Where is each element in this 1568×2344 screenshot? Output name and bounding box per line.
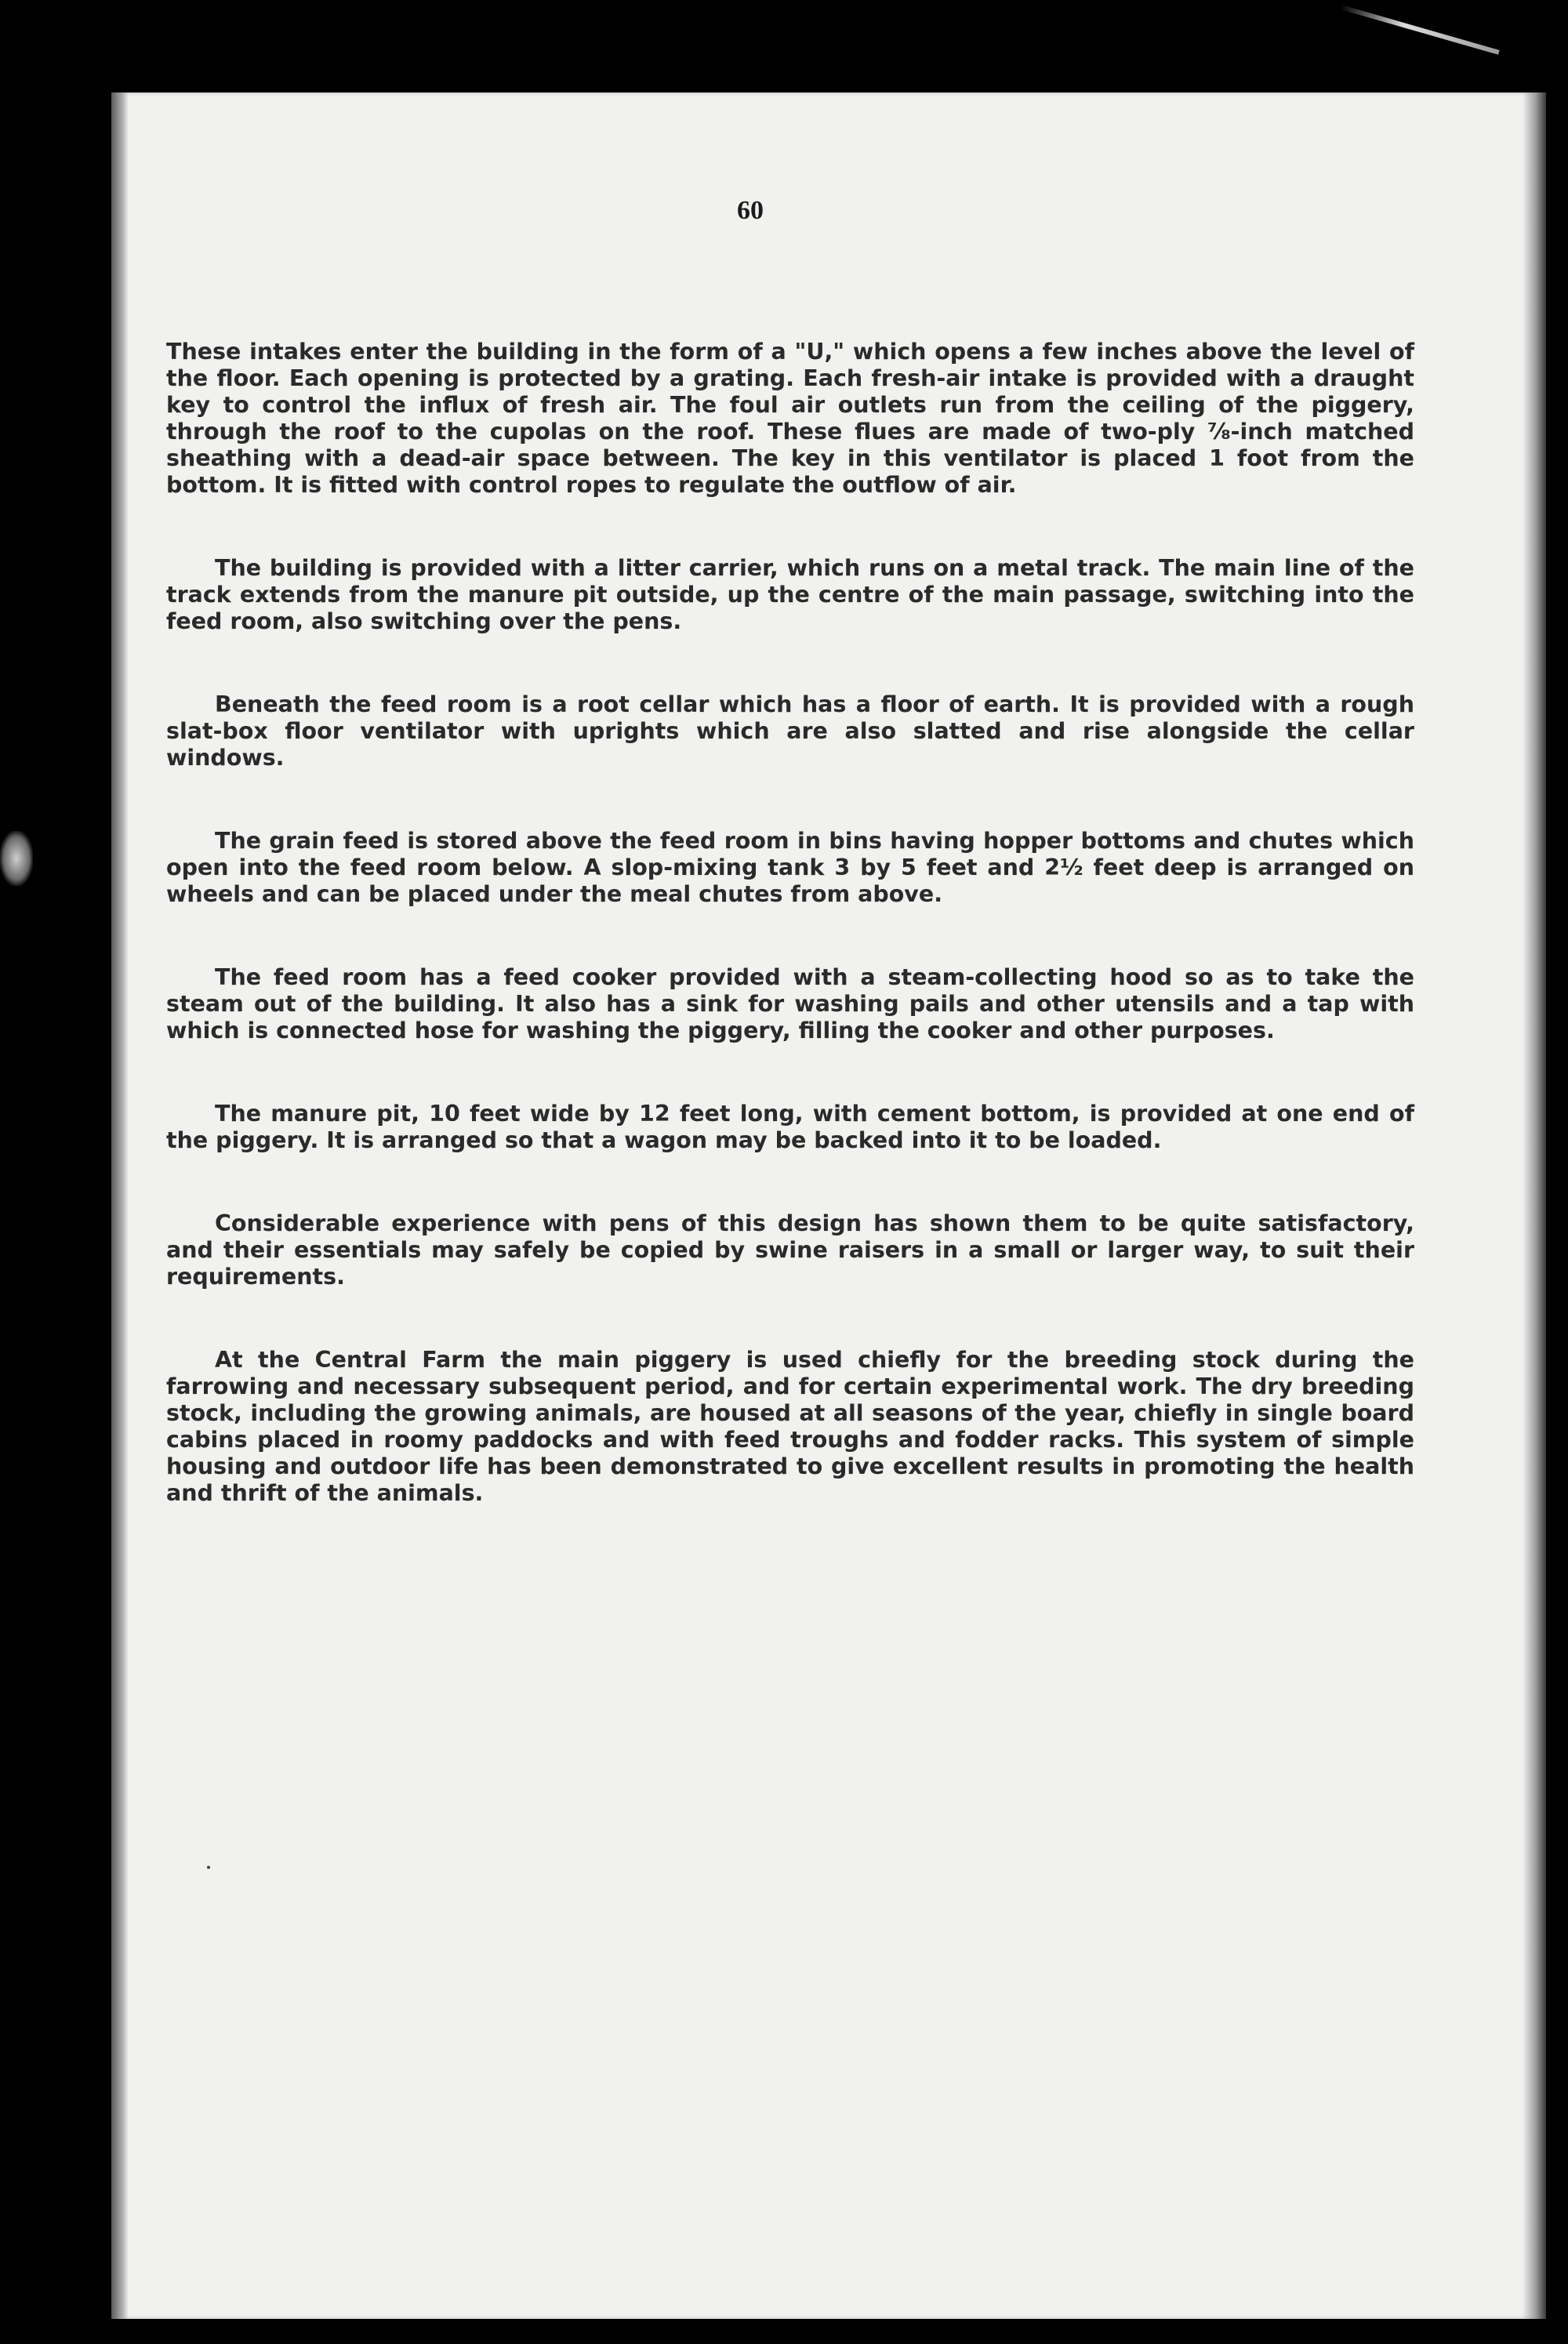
page-shadow-right [1523,93,1546,2319]
page-shadow-left [111,93,129,2319]
page-number: 60 [737,196,764,225]
scan-streak [1340,5,1500,55]
body-text [166,339,1414,1563]
paragraph-root-cellar: Beneath the feed room is a root cellar which has a floor of earth. It is provided with a rough slat-box floor ventilator with uprights which are also slatted and rise alongside the cellar windows. [166,691,1414,771]
paragraph-central-farm: At the Central Farm the main piggery is used chiefly for the breeding stock during the farrowing and necessary subsequent period, and for certain experimental work. The dry breeding stock, including the growing animals, are housed at all seasons of the year, chiefly in single board cabins placed in roomy paddocks and with feed troughs and fodder racks. This system of simple housing and outdoor life has been demonstrated to give excellent results in promoting the health and thrift of the animals. [166,1347,1414,1506]
paragraph-design-experience: Considerable experience with pens of this design has shown them to be quite satisfactory, and their essentials may safely be copied by swine raisers in a small or larger way, to suit their requirements. [166,1210,1414,1290]
paragraph-manure-pit: The manure pit, 10 feet wide by 12 feet long, with cement bottom, is provided at one end of the piggery. It is arranged so that a wagon may be backed into it to be loaded. [166,1101,1414,1153]
paragraph-ventilation-intakes: These intakes enter the building in the form of a "U," which opens a few inches above the level of the floor. Each opening is protected by a grating. Each fresh-air intake is provided with a draught key to control the influx of fresh air. The foul air outlets run from the ceiling of the piggery, through the roof to the cupolas on the roof. These flues are made of two-ply ⅞-inch matched sheathing with a dead-air space between. The key in this ventilator is placed 1 foot from the bottom. It is fitted with control ropes to regulate the outflow of air. [166,339,1414,498]
paragraph-litter-carrier: The building is provided with a litter carrier, which runs on a metal track. The main line of the track extends from the manure pit outside, up the centre of the main passage, switching into the feed room, also switching over the pens. [166,555,1414,634]
paragraph-feed-room: The feed room has a feed cooker provided with a steam-collecting hood so as to take the steam out of the building. It also has a sink for washing pails and other utensils and a tap with which is connected hose for washing the piggery, filling the cooker and other purposes. [166,964,1414,1043]
paragraph-grain-feed: The grain feed is stored above the feed room in bins having hopper bottoms and chutes which open into the feed room below. A slop-mixing tank 3 by 5 feet and 2½ feet deep is arranged on wheels and can be placed under the meal chutes from above. [166,828,1414,907]
edge-speck [0,831,33,886]
page-speck [207,1866,210,1869]
